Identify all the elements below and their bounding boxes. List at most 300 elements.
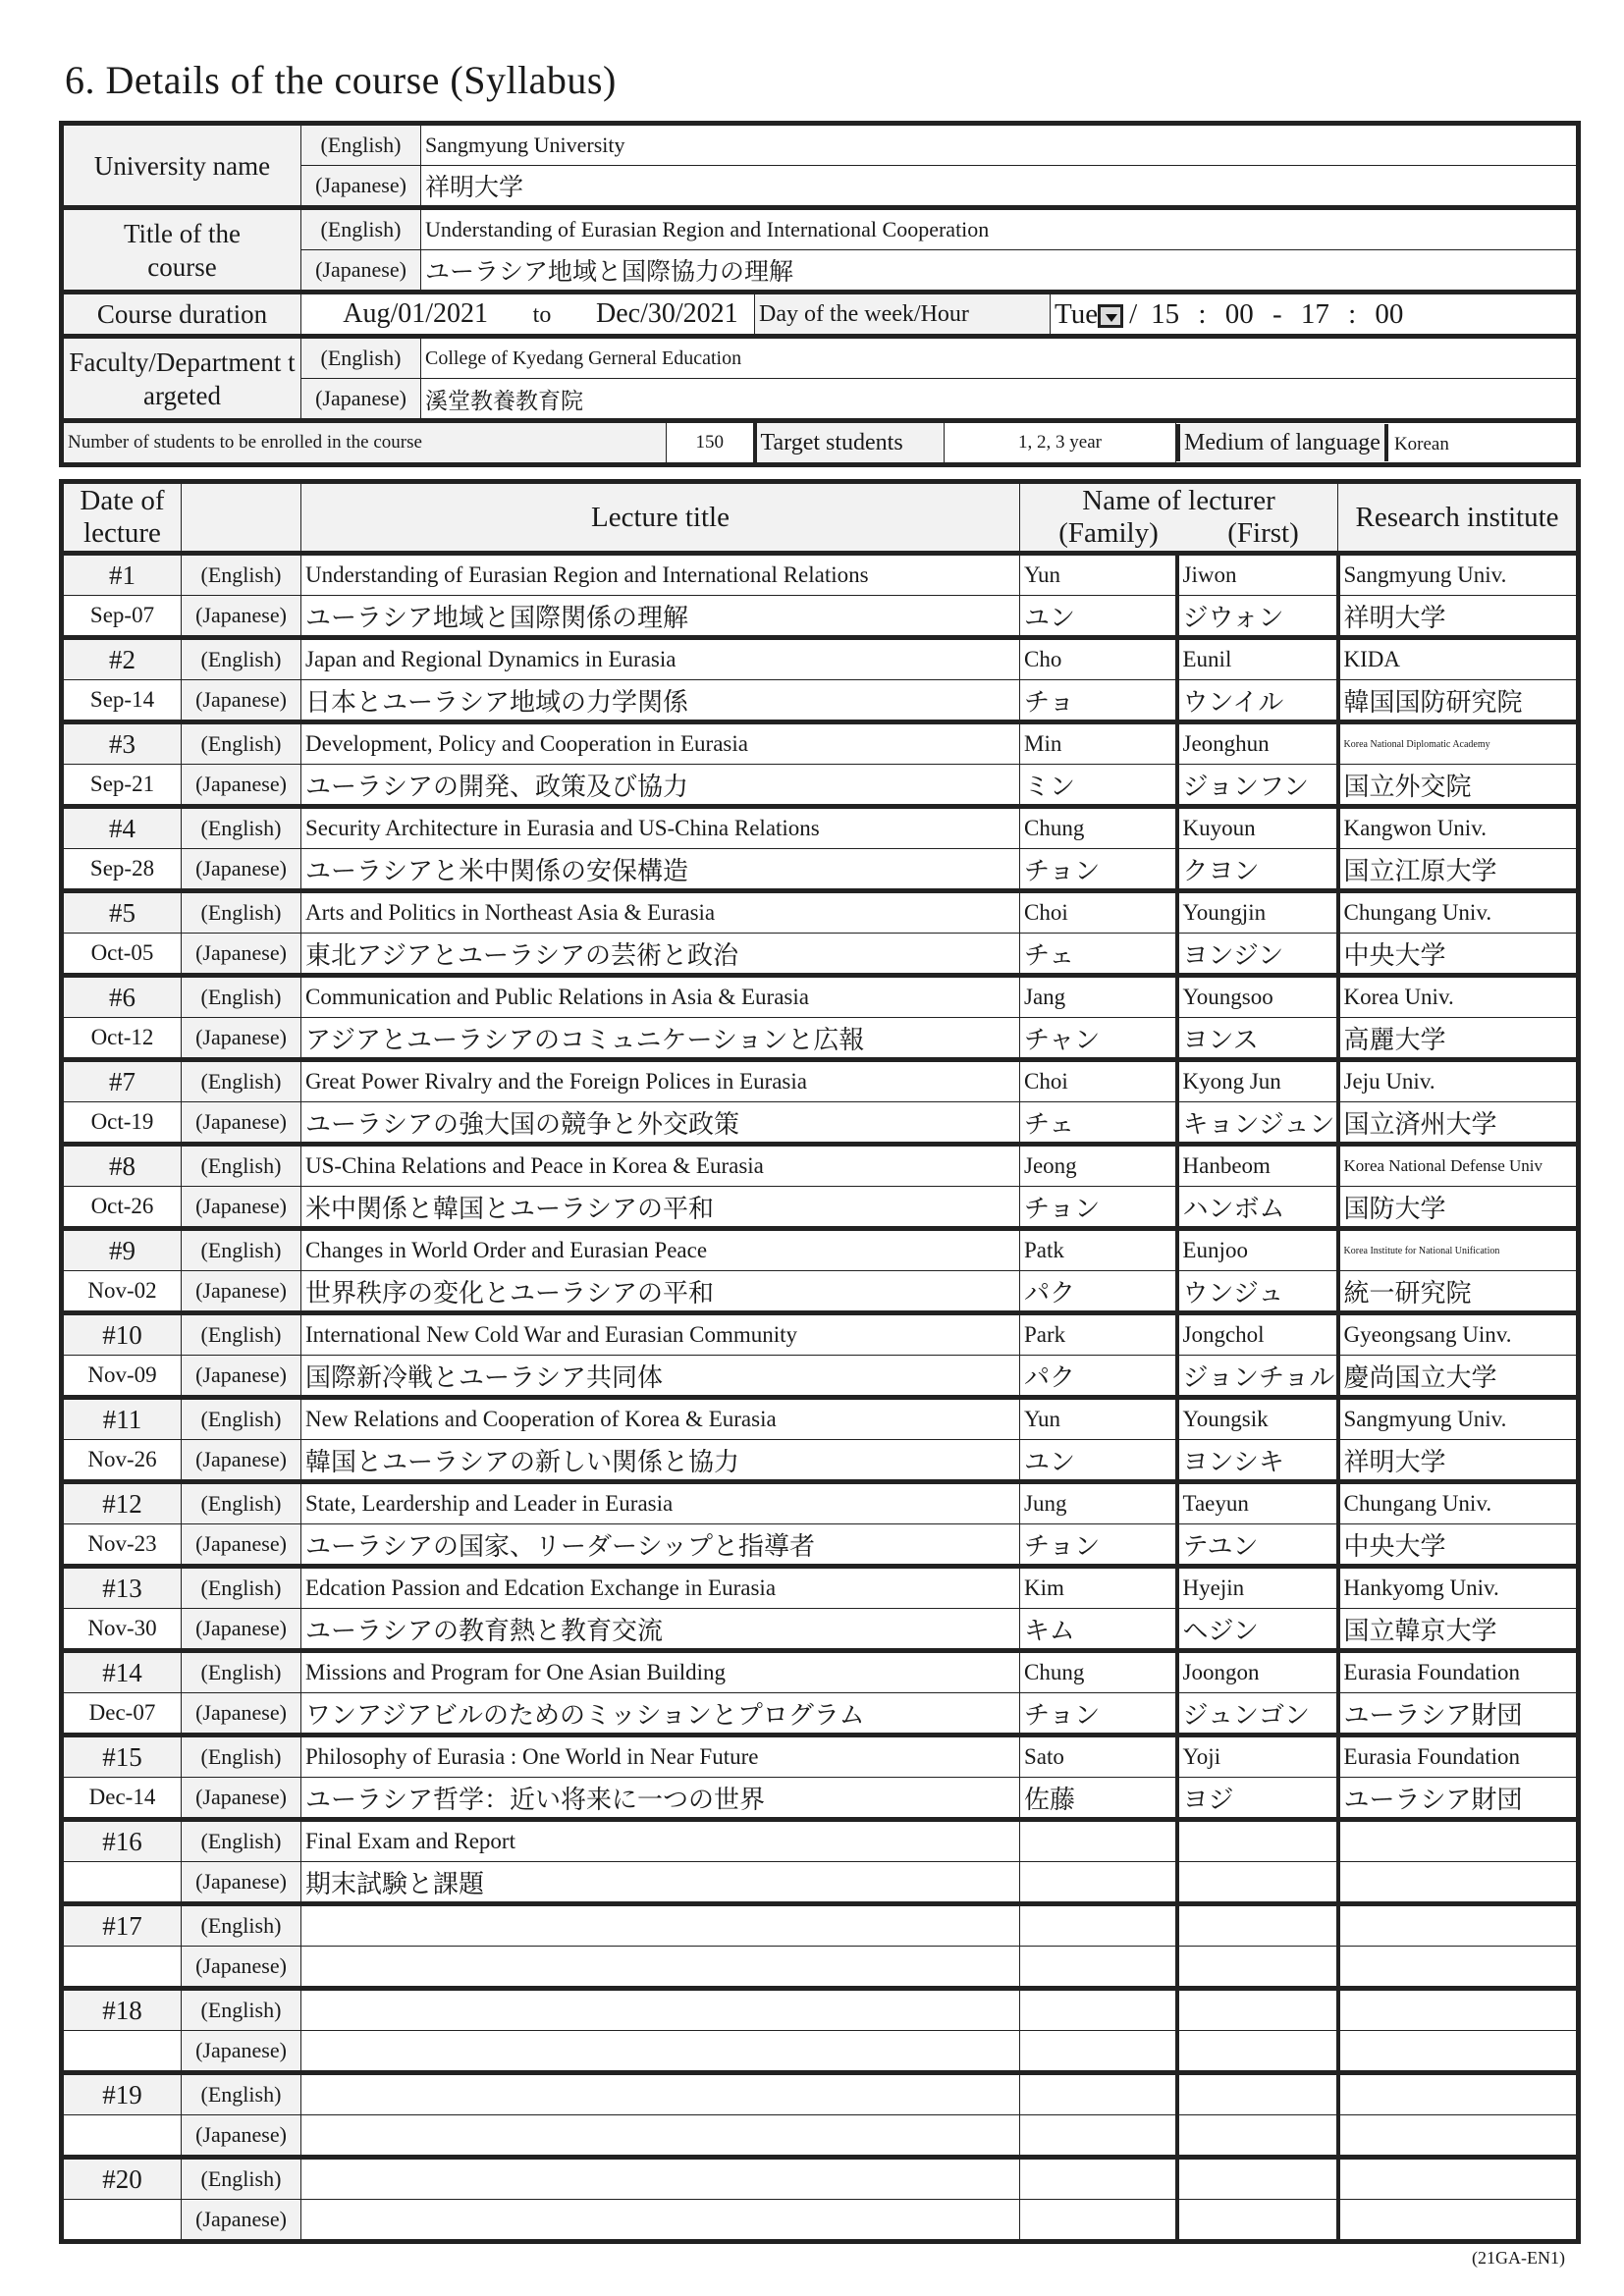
- institute-japanese[interactable]: 祥明大学: [1338, 1440, 1579, 1482]
- lang-label-japanese: (Japanese): [182, 1102, 301, 1145]
- lecturer-first-english[interactable]: Taeyun: [1177, 1482, 1338, 1524]
- lecturer-first-japanese[interactable]: ヨンジン: [1177, 934, 1338, 976]
- lecturer-family-english[interactable]: Jung: [1020, 1482, 1177, 1524]
- duration-end[interactable]: Dec/30/2021: [596, 298, 738, 329]
- enrollment-row: [62, 421, 1579, 465]
- lecture-title-japanese[interactable]: [301, 2115, 1020, 2158]
- lecture-title-english[interactable]: US-China Relations and Peace in Korea & Eurasia: [301, 1145, 1020, 1187]
- lecture-date[interactable]: Nov-02: [62, 1271, 182, 1313]
- lecture-title-english[interactable]: [301, 1904, 1020, 1947]
- lecture-title-japanese[interactable]: ユーラシアの開発、政策及び協力: [301, 765, 1020, 807]
- institute-japanese[interactable]: 国立江原大学: [1338, 849, 1579, 891]
- lecture-table: [59, 479, 1581, 2244]
- lecturer-first-japanese[interactable]: ヘジン: [1177, 1609, 1338, 1651]
- lecture-row-japanese: [62, 1778, 1579, 1820]
- lecturer-first-japanese[interactable]: ジョンチョル: [1177, 1356, 1338, 1398]
- lang-label-japanese: (Japanese): [301, 166, 421, 208]
- lecture-row-japanese: [62, 2200, 1579, 2242]
- institute-japanese[interactable]: 高麗大学: [1338, 1018, 1579, 1060]
- lecture-title-english[interactable]: Philosophy of Eurasia : One World in Near Future: [301, 1735, 1020, 1778]
- lecturer-family-english[interactable]: Sato: [1020, 1735, 1177, 1778]
- lecture-row-english: [62, 1060, 1579, 1102]
- lecturer-first-english[interactable]: Youngsik: [1177, 1398, 1338, 1440]
- lecturer-family-japanese[interactable]: [1020, 2115, 1177, 2158]
- institute-japanese[interactable]: [1338, 1862, 1579, 1904]
- lecturer-first-english[interactable]: [1177, 1820, 1338, 1862]
- lecture-title-english[interactable]: Communication and Public Relations in Asia & Eurasia: [301, 976, 1020, 1018]
- lecturer-family-english[interactable]: Yun: [1020, 1398, 1177, 1440]
- lecture-number: #7: [62, 1060, 182, 1102]
- institute-japanese[interactable]: [1338, 1947, 1579, 1989]
- page-title: 6. Details of the course (Syllabus): [65, 58, 617, 102]
- lecture-number: #4: [62, 807, 182, 849]
- lecture-title-english[interactable]: Arts and Politics in Northeast Asia & Eurasia: [301, 891, 1020, 934]
- lecture-title-japanese[interactable]: ユーラシア地域と国際関係の理解: [301, 596, 1020, 638]
- lecturer-first-english[interactable]: Yoji: [1177, 1735, 1338, 1778]
- lecturer-family-english[interactable]: Patk: [1020, 1229, 1177, 1271]
- lecture-date[interactable]: Dec-07: [62, 1693, 182, 1735]
- lang-label-japanese: (Japanese): [182, 2031, 301, 2073]
- lang-label-japanese: (Japanese): [182, 1947, 301, 1989]
- institute-japanese[interactable]: 国立韓京大学: [1338, 1609, 1579, 1651]
- lecture-row-japanese: [62, 1609, 1579, 1651]
- duration-to: to: [532, 302, 552, 328]
- header-first: (First): [1227, 517, 1299, 549]
- lecture-date[interactable]: Oct-19: [62, 1102, 182, 1145]
- lecture-title-japanese[interactable]: ユーラシアの強大国の競争と外交政策: [301, 1102, 1020, 1145]
- lecture-date[interactable]: [62, 1947, 182, 1989]
- lecture-number: #8: [62, 1145, 182, 1187]
- lecture-date[interactable]: Sep-21: [62, 765, 182, 807]
- lecturer-family-english[interactable]: [1020, 1904, 1177, 1947]
- lecturer-family-english[interactable]: [1020, 2158, 1177, 2200]
- institute-japanese[interactable]: 国立外交院: [1338, 765, 1579, 807]
- lecture-title-japanese[interactable]: ユーラシアの国家、リーダーシップと指導者: [301, 1524, 1020, 1567]
- lang-label-japanese: (Japanese): [182, 1187, 301, 1229]
- lecturer-first-japanese[interactable]: ヨジ: [1177, 1778, 1338, 1820]
- faculty-english[interactable]: College of Kyedang Gerneral Education: [421, 337, 1579, 379]
- lecture-title-japanese[interactable]: ユーラシアの教育熱と教育交流: [301, 1609, 1020, 1651]
- lecture-title-japanese[interactable]: アジアとユーラシアのコミュニケーションと広報: [301, 1018, 1020, 1060]
- lecture-title-english[interactable]: Changes in World Order and Eurasian Peace: [301, 1229, 1020, 1271]
- lecturer-first-japanese[interactable]: キョンジュン: [1177, 1102, 1338, 1145]
- institute-english[interactable]: KIDA: [1338, 638, 1579, 680]
- lecturer-first-english[interactable]: Jeonghun: [1177, 722, 1338, 765]
- institute-english[interactable]: Hankyomg Univ.: [1338, 1567, 1579, 1609]
- lecturer-family-english[interactable]: Park: [1020, 1313, 1177, 1356]
- lecturer-first-japanese[interactable]: [1177, 2200, 1338, 2242]
- medium-value[interactable]: Korean: [1393, 434, 1449, 454]
- lecture-number: #15: [62, 1735, 182, 1778]
- lecturer-first-english[interactable]: [1177, 1904, 1338, 1947]
- lecturer-first-japanese[interactable]: ジウォン: [1177, 596, 1338, 638]
- lecturer-family-japanese[interactable]: キム: [1020, 1609, 1177, 1651]
- university-name-english[interactable]: Sangmyung University: [421, 124, 1579, 166]
- day-select-value[interactable]: Tue: [1055, 297, 1099, 330]
- lecturer-first-japanese[interactable]: ヨンス: [1177, 1018, 1338, 1060]
- lecture-date[interactable]: Oct-26: [62, 1187, 182, 1229]
- lecturer-first-japanese[interactable]: ハンボム: [1177, 1187, 1338, 1229]
- institute-english[interactable]: Sangmyung Univ.: [1338, 1398, 1579, 1440]
- institute-japanese[interactable]: [1338, 2031, 1579, 2073]
- institute-japanese[interactable]: 中央大学: [1338, 934, 1579, 976]
- lecture-row-japanese: [62, 1862, 1579, 1904]
- lecture-row-english: [62, 554, 1579, 596]
- lecture-row-english: [62, 891, 1579, 934]
- institute-english[interactable]: Gyeongsang Uinv.: [1338, 1313, 1579, 1356]
- lecturer-first-english[interactable]: Youngsoo: [1177, 976, 1338, 1018]
- lecturer-family-japanese[interactable]: チェ: [1020, 1102, 1177, 1145]
- lecturer-first-japanese[interactable]: [1177, 2031, 1338, 2073]
- lang-label-english: (English): [182, 1904, 301, 1947]
- institute-japanese[interactable]: ユーラシア財団: [1338, 1693, 1579, 1735]
- lecture-title-japanese[interactable]: 期末試験と課題: [301, 1862, 1020, 1904]
- lang-label-english: (English): [182, 1229, 301, 1271]
- institute-english[interactable]: Sangmyung Univ.: [1338, 554, 1579, 596]
- lecture-title-japanese[interactable]: 日本とユーラシア地域の力学関係: [301, 680, 1020, 722]
- lecture-number: #2: [62, 638, 182, 680]
- lecturer-first-japanese[interactable]: ウンジュ: [1177, 1271, 1338, 1313]
- lang-label-english: (English): [182, 1735, 301, 1778]
- target-students-label: Target students: [755, 421, 945, 465]
- lecturer-family-english[interactable]: Kim: [1020, 1567, 1177, 1609]
- lang-label-english: (English): [182, 2158, 301, 2200]
- duration-row: [62, 293, 1579, 337]
- lecture-title-english[interactable]: Understanding of Eurasian Region and International Relations: [301, 554, 1020, 596]
- lecture-row-english: [62, 1651, 1579, 1693]
- lecture-row-japanese: [62, 1102, 1579, 1145]
- lecturer-family-english[interactable]: Yun: [1020, 554, 1177, 596]
- lecture-title-japanese[interactable]: ユーラシア哲学：近い将来に一つの世界: [301, 1778, 1020, 1820]
- lang-label-japanese: (Japanese): [182, 2115, 301, 2158]
- institute-japanese[interactable]: 国立済州大学: [1338, 1102, 1579, 1145]
- medium-label: Medium of language: [1176, 424, 1388, 461]
- lecture-row-japanese: [62, 2031, 1579, 2073]
- lecture-row-japanese: [62, 849, 1579, 891]
- institute-japanese[interactable]: 国防大学: [1338, 1187, 1579, 1229]
- lecturer-first-english[interactable]: Jongchol: [1177, 1313, 1338, 1356]
- lang-label-japanese: (Japanese): [182, 1693, 301, 1735]
- lecture-date[interactable]: Nov-30: [62, 1609, 182, 1651]
- lecturer-family-japanese[interactable]: チャン: [1020, 1018, 1177, 1060]
- lecture-row-english: [62, 1820, 1579, 1862]
- lecturer-family-japanese[interactable]: [1020, 1862, 1177, 1904]
- institute-japanese[interactable]: 中央大学: [1338, 1524, 1579, 1567]
- header-lang: [182, 482, 301, 554]
- lecturer-first-english[interactable]: Hanbeom: [1177, 1145, 1338, 1187]
- institute-english[interactable]: Korea Institute for National Unification: [1338, 1229, 1579, 1271]
- lang-label-english: (English): [301, 337, 421, 379]
- university-en-row: [62, 124, 1579, 166]
- lecture-date[interactable]: Sep-07: [62, 596, 182, 638]
- lang-label-japanese: (Japanese): [182, 2200, 301, 2242]
- lecture-date[interactable]: Nov-26: [62, 1440, 182, 1482]
- lang-label-english: (English): [182, 1482, 301, 1524]
- lang-label-japanese: (Japanese): [182, 596, 301, 638]
- lecture-number: #6: [62, 976, 182, 1018]
- lecturer-first-english[interactable]: Eunil: [1177, 638, 1338, 680]
- lecture-row-english: [62, 1145, 1579, 1187]
- lecture-title-english[interactable]: Missions and Program for One Asian Building: [301, 1651, 1020, 1693]
- slash-separator: /: [1129, 297, 1138, 330]
- lecture-title-english[interactable]: State, Leardership and Leader in Eurasia: [301, 1482, 1020, 1524]
- lecturer-family-japanese[interactable]: ユン: [1020, 596, 1177, 638]
- course-title-label: Title of the course: [62, 208, 301, 293]
- lecture-number: #5: [62, 891, 182, 934]
- lecturer-family-english[interactable]: Choi: [1020, 1060, 1177, 1102]
- lecture-title-english[interactable]: Edcation Passion and Edcation Exchange in Eurasia: [301, 1567, 1020, 1609]
- lecture-row-japanese: [62, 765, 1579, 807]
- lecture-title-english[interactable]: International New Cold War and Eurasian Community: [301, 1313, 1020, 1356]
- lecture-title-english[interactable]: Development, Policy and Cooperation in Eurasia: [301, 722, 1020, 765]
- lecturer-first-japanese[interactable]: ウンイル: [1177, 680, 1338, 722]
- institute-japanese[interactable]: 統一研究院: [1338, 1271, 1579, 1313]
- lecturer-first-english[interactable]: Jiwon: [1177, 554, 1338, 596]
- lecture-row-english: [62, 1398, 1579, 1440]
- lecture-title-japanese[interactable]: 東北アジアとユーラシアの芸術と政治: [301, 934, 1020, 976]
- lecturer-family-japanese[interactable]: [1020, 2200, 1177, 2242]
- lecture-date[interactable]: Nov-23: [62, 1524, 182, 1567]
- lecture-row-english: [62, 2073, 1579, 2115]
- lecturer-family-japanese[interactable]: ユン: [1020, 1440, 1177, 1482]
- lecture-date[interactable]: Oct-12: [62, 1018, 182, 1060]
- lecture-date[interactable]: [62, 1862, 182, 1904]
- lecturer-first-english[interactable]: Eunjoo: [1177, 1229, 1338, 1271]
- lecturer-first-japanese[interactable]: ヨンシキ: [1177, 1440, 1338, 1482]
- lecturer-first-english[interactable]: Hyejin: [1177, 1567, 1338, 1609]
- lecture-date[interactable]: Sep-28: [62, 849, 182, 891]
- header-lecturer: [1020, 482, 1338, 554]
- target-students-value[interactable]: 1, 2, 3 year: [945, 421, 1176, 465]
- dropdown-arrow-icon[interactable]: [1098, 304, 1123, 328]
- lecture-number: #13: [62, 1567, 182, 1609]
- lecturer-family-japanese[interactable]: チェ: [1020, 934, 1177, 976]
- day-hour-label: Day of the week/Hour: [755, 293, 1051, 337]
- lecture-title-english[interactable]: [301, 2073, 1020, 2115]
- lecturer-first-japanese[interactable]: [1177, 1947, 1338, 1989]
- lecturer-family-english[interactable]: [1020, 1820, 1177, 1862]
- duration-range: [301, 293, 755, 337]
- lecture-date[interactable]: Sep-14: [62, 680, 182, 722]
- lecturer-first-english[interactable]: Joongon: [1177, 1651, 1338, 1693]
- medium-cell: [1176, 421, 1579, 465]
- lecturer-family-japanese[interactable]: チョン: [1020, 1524, 1177, 1567]
- lang-label-japanese: (Japanese): [182, 1018, 301, 1060]
- institute-english[interactable]: [1338, 2158, 1579, 2200]
- lang-label-english: (English): [182, 1567, 301, 1609]
- institute-english[interactable]: [1338, 1904, 1579, 1947]
- lang-label-japanese: (Japanese): [182, 680, 301, 722]
- lecture-number: #9: [62, 1229, 182, 1271]
- institute-japanese[interactable]: [1338, 2200, 1579, 2242]
- lecture-number: #19: [62, 2073, 182, 2115]
- lecture-row-english: [62, 1567, 1579, 1609]
- institute-english[interactable]: Eurasia Foundation: [1338, 1651, 1579, 1693]
- lecture-row-english: [62, 2158, 1579, 2200]
- lang-label-japanese: (Japanese): [182, 1271, 301, 1313]
- institute-english[interactable]: Jeju Univ.: [1338, 1060, 1579, 1102]
- lecture-date[interactable]: [62, 2200, 182, 2242]
- lecture-date[interactable]: Nov-09: [62, 1356, 182, 1398]
- lecture-row-english: [62, 722, 1579, 765]
- lecture-number: #16: [62, 1820, 182, 1862]
- lang-label-japanese: (Japanese): [182, 1778, 301, 1820]
- lecture-title-english[interactable]: [301, 2158, 1020, 2200]
- lecture-title-english[interactable]: Japan and Regional Dynamics in Eurasia: [301, 638, 1020, 680]
- lecturer-first-english[interactable]: Kuyoun: [1177, 807, 1338, 849]
- university-name-japanese[interactable]: 祥明大学: [421, 166, 1579, 208]
- lecturer-first-english[interactable]: [1177, 1989, 1338, 2031]
- duration-start[interactable]: Aug/01/2021: [343, 298, 488, 329]
- institute-english[interactable]: [1338, 1820, 1579, 1862]
- lang-label-japanese: (Japanese): [182, 1524, 301, 1567]
- lecture-title-japanese[interactable]: 米中関係と韓国とユーラシアの平和: [301, 1187, 1020, 1229]
- lecturer-family-japanese[interactable]: チョ: [1020, 680, 1177, 722]
- institute-english[interactable]: Korea National Diplomatic Academy: [1338, 722, 1579, 765]
- header-family: (Family): [1058, 517, 1159, 549]
- lecturer-family-english[interactable]: Jeong: [1020, 1145, 1177, 1187]
- lecturer-first-japanese[interactable]: ジュンゴン: [1177, 1693, 1338, 1735]
- form-code: (21GA-EN1): [1472, 2248, 1565, 2268]
- lecture-number: #3: [62, 722, 182, 765]
- lecture-row-japanese: [62, 1271, 1579, 1313]
- lecturer-family-japanese[interactable]: チョン: [1020, 849, 1177, 891]
- lecture-title-japanese[interactable]: 国際新冷戦とユーラシア共同体: [301, 1356, 1020, 1398]
- lecturer-family-english[interactable]: Chung: [1020, 1651, 1177, 1693]
- lecturer-family-japanese[interactable]: パク: [1020, 1271, 1177, 1313]
- lecturer-family-japanese[interactable]: チョン: [1020, 1693, 1177, 1735]
- lecture-row-english: [62, 1904, 1579, 1947]
- lecture-number: #1: [62, 554, 182, 596]
- lecturer-first-japanese[interactable]: [1177, 2115, 1338, 2158]
- lecture-row-english: [62, 1735, 1579, 1778]
- lecture-row-japanese: [62, 680, 1579, 722]
- lecture-date[interactable]: [62, 2031, 182, 2073]
- institute-english[interactable]: Kangwon Univ.: [1338, 807, 1579, 849]
- university-label: University name: [62, 124, 301, 208]
- lecture-number: #20: [62, 2158, 182, 2200]
- lecture-date[interactable]: Dec-14: [62, 1778, 182, 1820]
- lecture-date[interactable]: [62, 2115, 182, 2158]
- institute-japanese[interactable]: 韓国国防研究院: [1338, 680, 1579, 722]
- lecturer-family-english[interactable]: [1020, 1989, 1177, 2031]
- lecturer-family-japanese[interactable]: 佐藤: [1020, 1778, 1177, 1820]
- lang-label-english: (English): [182, 1651, 301, 1693]
- lecturer-first-english[interactable]: Youngjin: [1177, 891, 1338, 934]
- lecturer-first-japanese[interactable]: テユン: [1177, 1524, 1338, 1567]
- lecture-title-japanese[interactable]: 韓国とユーラシアの新しい関係と協力: [301, 1440, 1020, 1482]
- lang-label-japanese: (Japanese): [182, 1862, 301, 1904]
- lecturer-family-japanese[interactable]: [1020, 2031, 1177, 2073]
- lecture-title-english[interactable]: Security Architecture in Eurasia and US-China Relations: [301, 807, 1020, 849]
- lang-label-english: (English): [182, 1820, 301, 1862]
- lecture-row-japanese: [62, 1524, 1579, 1567]
- lecture-title-japanese[interactable]: ユーラシアと米中関係の安保構造: [301, 849, 1020, 891]
- lecturer-first-english[interactable]: [1177, 2158, 1338, 2200]
- lang-label-english: (English): [182, 1989, 301, 2031]
- day-hour-value: [1051, 293, 1579, 337]
- lecture-title-japanese[interactable]: 世界秩序の変化とユーラシアの平和: [301, 1271, 1020, 1313]
- lecture-row-english: [62, 976, 1579, 1018]
- lecturer-family-japanese[interactable]: ミン: [1020, 765, 1177, 807]
- institute-english[interactable]: Chungang Univ.: [1338, 1482, 1579, 1524]
- enrollment-label: Number of students to be enrolled in the course: [62, 421, 667, 465]
- lang-label-english: (English): [182, 2073, 301, 2115]
- institute-japanese[interactable]: [1338, 2115, 1579, 2158]
- lang-label-english: (English): [182, 638, 301, 680]
- course-title-english[interactable]: Understanding of Eurasian Region and International Cooperation: [421, 208, 1579, 250]
- lecturer-first-english[interactable]: [1177, 2073, 1338, 2115]
- lecture-title-japanese[interactable]: [301, 1947, 1020, 1989]
- institute-english[interactable]: [1338, 2073, 1579, 2115]
- lecture-row-english: [62, 1989, 1579, 2031]
- institute-english[interactable]: Chungang Univ.: [1338, 891, 1579, 934]
- lecture-number: #17: [62, 1904, 182, 1947]
- institute-japanese[interactable]: 慶尚国立大学: [1338, 1356, 1579, 1398]
- time-range[interactable]: 15 : 00 - 17 : 00: [1151, 297, 1404, 330]
- institute-english[interactable]: Korea National Defense Univ: [1338, 1145, 1579, 1187]
- lecturer-family-japanese[interactable]: [1020, 1947, 1177, 1989]
- lecture-row-japanese: [62, 1440, 1579, 1482]
- lecturer-first-japanese[interactable]: [1177, 1862, 1338, 1904]
- lang-label-english: (English): [301, 124, 421, 166]
- lecturer-family-english[interactable]: Min: [1020, 722, 1177, 765]
- lecturer-family-english[interactable]: Cho: [1020, 638, 1177, 680]
- lecture-title-japanese[interactable]: ワンアジアビルのためのミッションとプログラム: [301, 1693, 1020, 1735]
- institute-english[interactable]: Korea Univ.: [1338, 976, 1579, 1018]
- lecturer-family-english[interactable]: Jang: [1020, 976, 1177, 1018]
- lecturer-family-english[interactable]: Choi: [1020, 891, 1177, 934]
- lang-label-english: (English): [182, 1398, 301, 1440]
- lecture-date[interactable]: Oct-05: [62, 934, 182, 976]
- enrollment-value[interactable]: 150: [667, 421, 755, 465]
- institute-english[interactable]: Eurasia Foundation: [1338, 1735, 1579, 1778]
- lang-label-japanese: (Japanese): [301, 379, 421, 421]
- institute-english[interactable]: [1338, 1989, 1579, 2031]
- lecturer-first-japanese[interactable]: ジョンフン: [1177, 765, 1338, 807]
- lecturer-family-english[interactable]: Chung: [1020, 807, 1177, 849]
- lang-label-japanese: (Japanese): [301, 250, 421, 293]
- lecture-title-english[interactable]: [301, 1989, 1020, 2031]
- institute-japanese[interactable]: 祥明大学: [1338, 596, 1579, 638]
- lecturer-family-english[interactable]: [1020, 2073, 1177, 2115]
- lang-label-japanese: (Japanese): [182, 1356, 301, 1398]
- lecturer-first-japanese[interactable]: クヨン: [1177, 849, 1338, 891]
- lecture-row-english: [62, 1482, 1579, 1524]
- lecturer-family-japanese[interactable]: パク: [1020, 1356, 1177, 1398]
- lecture-title-english[interactable]: Great Power Rivalry and the Foreign Polices in Eurasia: [301, 1060, 1020, 1102]
- lecture-row-japanese: [62, 1693, 1579, 1735]
- lang-label-english: (English): [182, 807, 301, 849]
- lecture-row-japanese: [62, 1187, 1579, 1229]
- lang-label-english: (English): [182, 554, 301, 596]
- course-title-japanese[interactable]: ユーラシア地域と国際協力の理解: [421, 250, 1579, 293]
- duration-label: Course duration: [62, 293, 301, 337]
- lecture-number: #18: [62, 1989, 182, 2031]
- lecture-title-english[interactable]: New Relations and Cooperation of Korea & Eurasia: [301, 1398, 1020, 1440]
- faculty-japanese[interactable]: 溪堂教養教育院: [421, 379, 1579, 421]
- lang-label-english: (English): [182, 1145, 301, 1187]
- lecture-title-japanese[interactable]: [301, 2031, 1020, 2073]
- lang-label-japanese: (Japanese): [182, 765, 301, 807]
- lecture-title-japanese[interactable]: [301, 2200, 1020, 2242]
- lecturer-family-japanese[interactable]: チョン: [1020, 1187, 1177, 1229]
- lecture-row-japanese: [62, 1947, 1579, 1989]
- lecturer-first-english[interactable]: Kyong Jun: [1177, 1060, 1338, 1102]
- lecture-title-english[interactable]: Final Exam and Report: [301, 1820, 1020, 1862]
- lecture-number: #14: [62, 1651, 182, 1693]
- institute-japanese[interactable]: ユーラシア財団: [1338, 1778, 1579, 1820]
